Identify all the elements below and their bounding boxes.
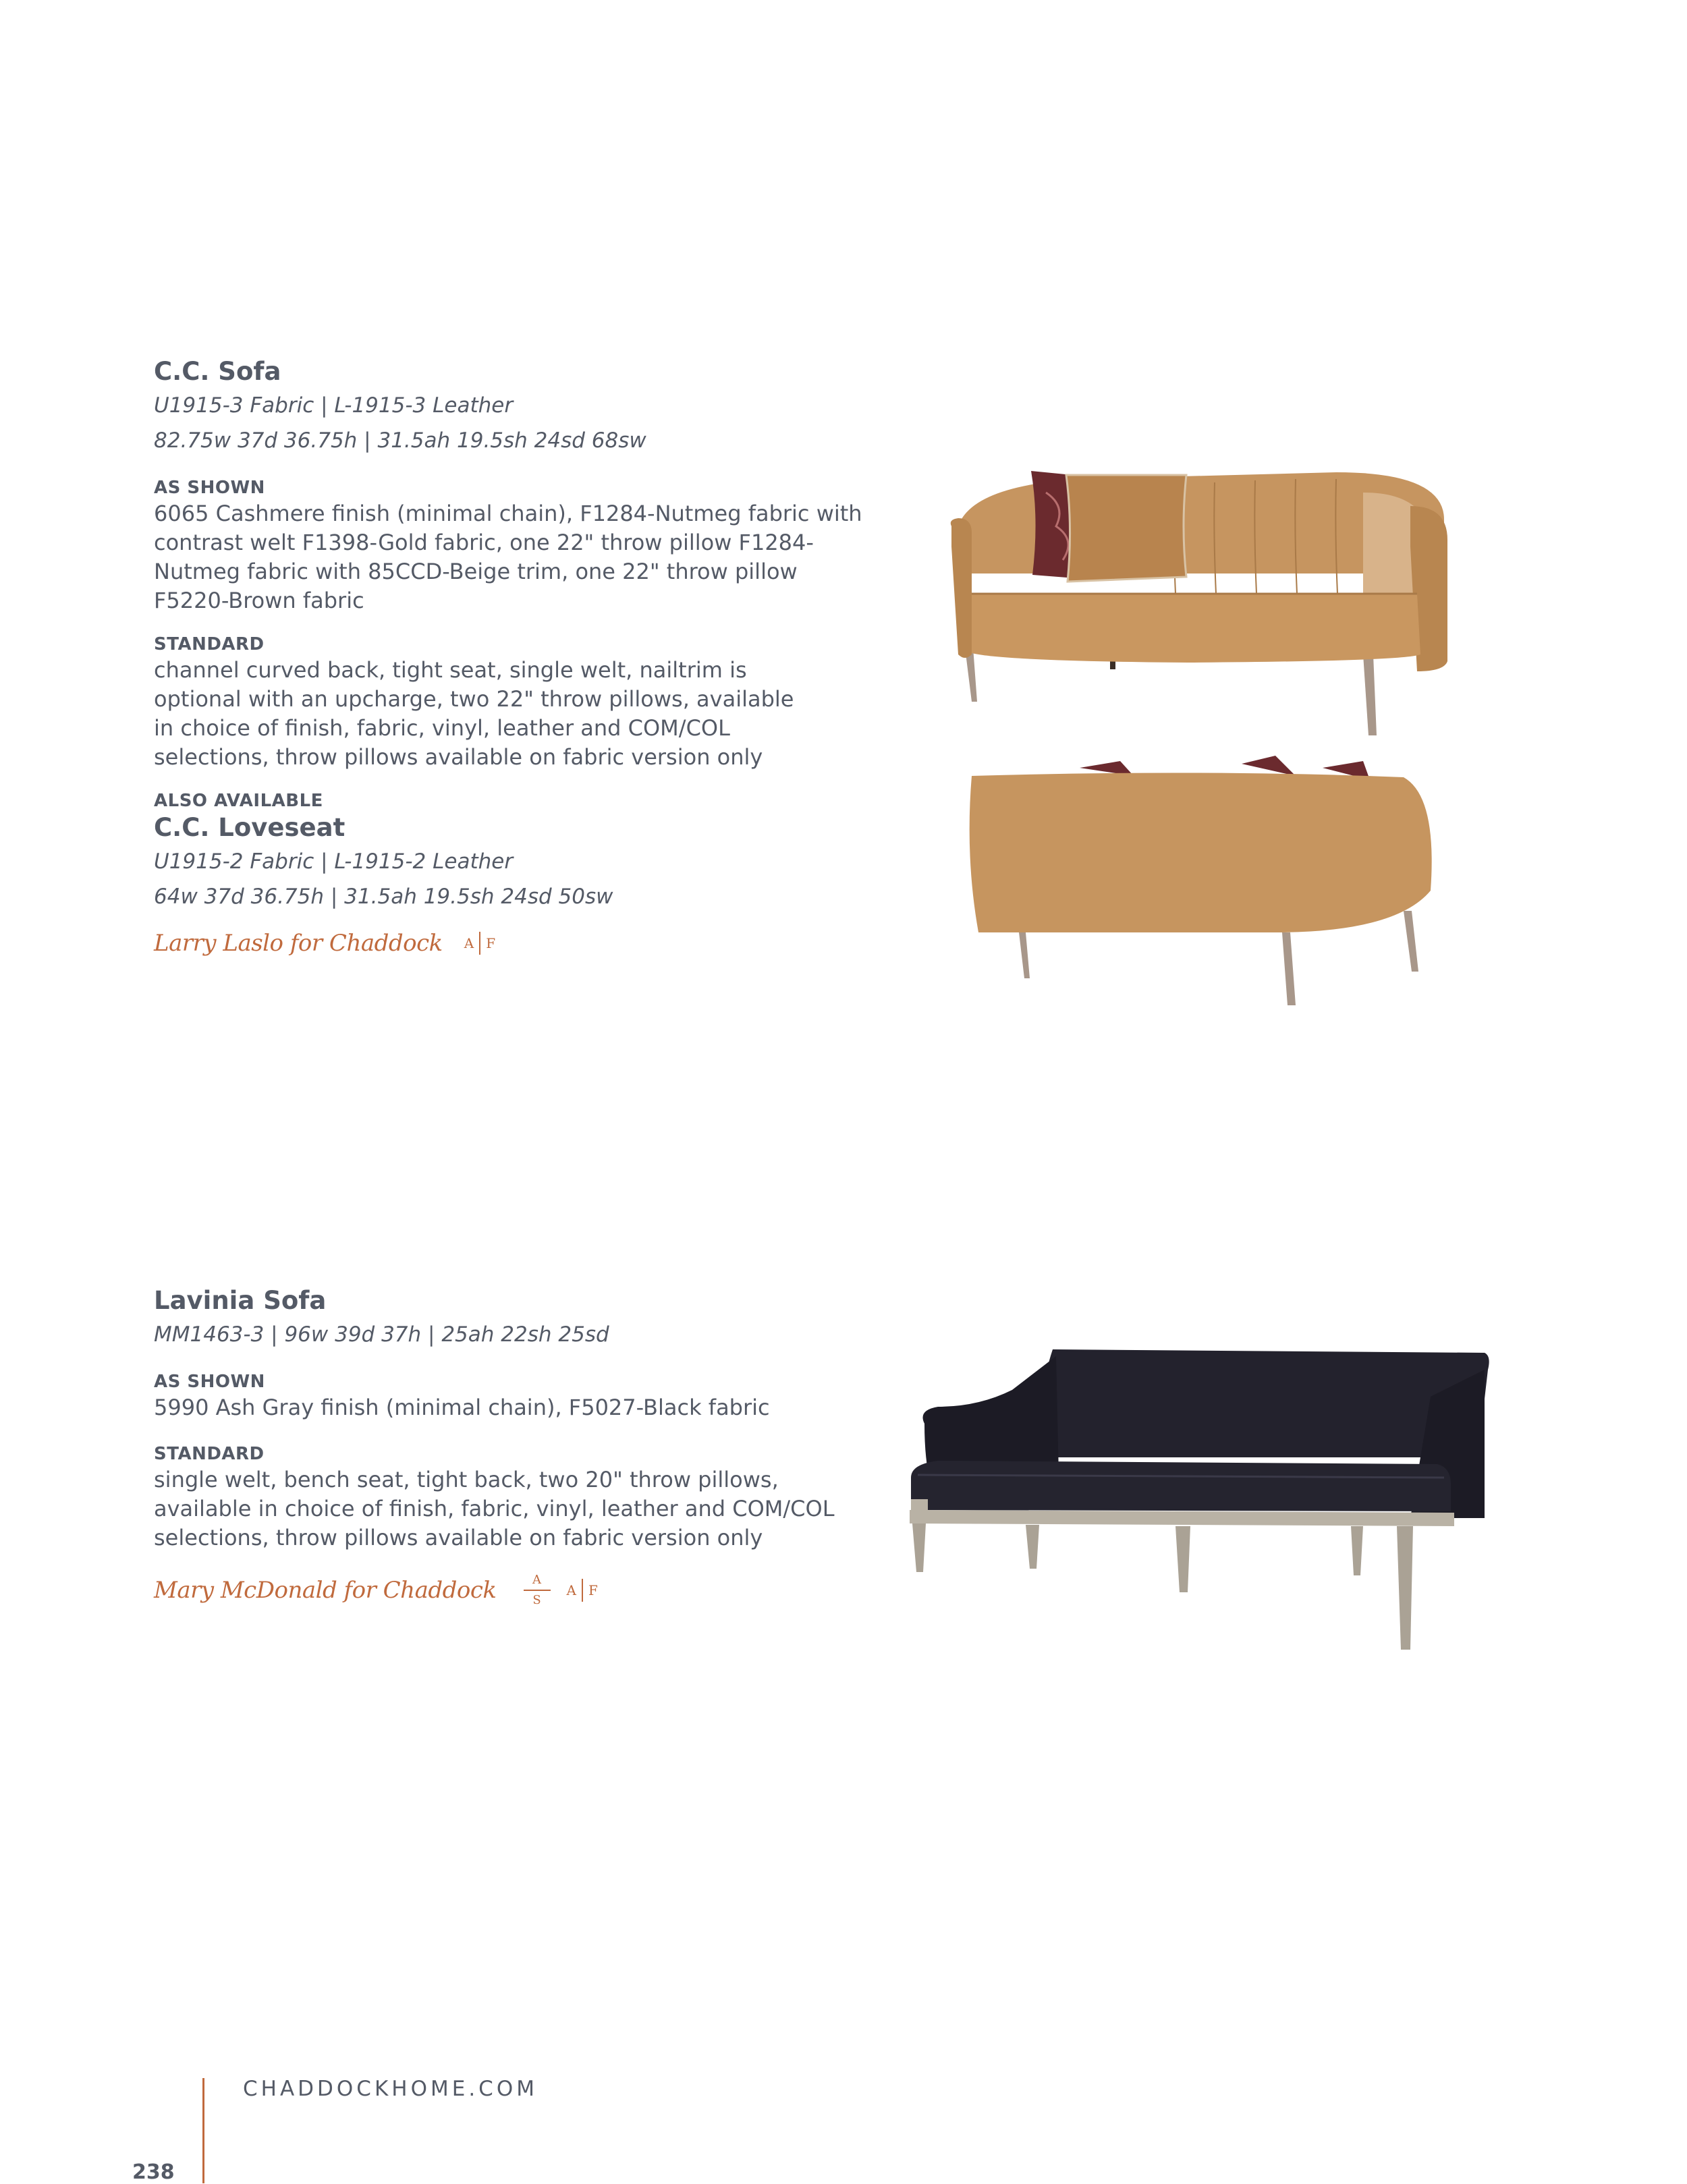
lavinia-frac-bar [524, 1590, 551, 1591]
lavinia-as-badge [524, 1573, 551, 1608]
cc-sofa-standard-label: STANDARD [154, 634, 265, 654]
cc-sofa-back-image [958, 756, 1444, 1005]
footer-divider [202, 2078, 204, 2183]
lavinia-sofa-model: MM1463-3 | 96w 39d 37h | 25ah 22sh 25sd [154, 1322, 609, 1347]
cc-loveseat-model: U1915-2 Fabric | L-1915-2 Leather [154, 849, 514, 874]
lavinia-sofa-section [154, 1285, 869, 1608]
lavinia-badge-divider [582, 1579, 583, 1602]
cc-sofa-as-shown-label: AS SHOWN [154, 478, 265, 498]
cc-sofa-designer-row [154, 930, 869, 957]
cc-sofa-badge-a: A [464, 935, 474, 951]
cc-sofa-dims: 82.75w 37d 36.75h | 31.5ah 19.5sh 24sd 68sw [154, 428, 646, 453]
lavinia-frac-bottom: S [532, 1593, 541, 1607]
lavinia-badge-a: A [566, 1582, 576, 1598]
cc-sofa-section [154, 356, 869, 957]
cc-sofa-badge-f: F [486, 935, 496, 951]
cc-sofa-front-image [945, 466, 1458, 749]
page-number: 238 [132, 2160, 175, 2184]
footer-website[interactable]: CHADDOCKHOME.COM [243, 2077, 538, 2101]
lavinia-frac-top: A [532, 1573, 541, 1587]
lavinia-as-shown-text: 5990 Ash Gray finish (minimal chain), F5027-Black fabric [154, 1395, 770, 1420]
lavinia-standard-text: single welt, bench seat, tight back, two 20" throw pillows, available in choice of finish, fabric, vinyl, leather and COM/COL selections, throw pillows available on fabric version only [154, 1467, 835, 1550]
lavinia-designer: Mary McDonald for Chaddock [154, 1577, 497, 1604]
cc-sofa-badge-divider [479, 932, 480, 955]
lavinia-af-badge [567, 1579, 598, 1602]
cc-sofa-model: U1915-3 Fabric | L-1915-3 Leather [154, 393, 514, 418]
lavinia-designer-row [154, 1573, 869, 1608]
cc-sofa-af-badge [464, 932, 495, 955]
lavinia-sofa-image [897, 1343, 1491, 1660]
cc-sofa-as-shown-text: 6065 Cashmere finish (minimal chain), F1284-Nutmeg fabric with contrast welt F1398-Gold fabric, one 22" throw pillow F1284-Nutmeg fabric with 85CCD-Beige trim, one 22" throw pillow F5220-Brown fabric [154, 501, 862, 613]
lavinia-as-shown-label: AS SHOWN [154, 1372, 265, 1392]
lavinia-badge-f: F [588, 1582, 598, 1598]
cc-loveseat-title: C.C. Loveseat [154, 813, 345, 842]
cc-sofa-title: C.C. Sofa [154, 357, 281, 386]
cc-loveseat-dims: 64w 37d 36.75h | 31.5ah 19.5sh 24sd 50sw [154, 885, 613, 909]
cc-sofa-designer: Larry Laslo for Chaddock [154, 930, 443, 957]
lavinia-standard-label: STANDARD [154, 1444, 265, 1464]
cc-sofa-also-label: ALSO AVAILABLE [154, 791, 323, 811]
cc-sofa-standard-text: channel curved back, tight seat, single welt, nailtrim is optional with an upcharge, two 22" throw pillows, available in choice of finish, fabric, vinyl, leather and COM/COL selections, throw pillows available on fabric version only [154, 657, 794, 770]
lavinia-sofa-title: Lavinia Sofa [154, 1286, 327, 1315]
